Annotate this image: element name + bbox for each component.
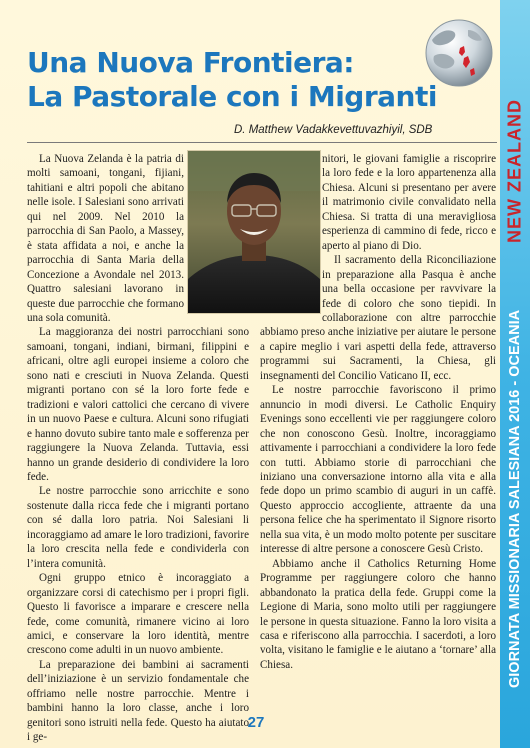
globe-oceania-icon: [424, 18, 494, 88]
paragraph: Abbiamo anche il Catholics Returning Home Programme per raggiungere coloro che hanno abbandonato la pratica della fede. Gruppi come la Legione di Maria, sono molto utili per raggiungere le persone in questa situazione. Fanno la loro visita a casa e riferiscono alla parrocchia. I sacerdoti, a loro volta, visitano le famiglie e le aiutano a ‘tornare’ alla Chiesa.: [260, 557, 496, 671]
side-band-event: GIORNATA MISSIONARIA SALESIANA 2016 - OCEANIA: [507, 309, 523, 689]
paragraph: Ogni gruppo etnico è incoraggiato a organizzare corsi di catechismo per i propri figli. Questo li favorisce a imparare e crescere nella fede, come comunità, rimanere vicino ai loro amici, e conservare la loro identità, mentre crescono come adulti in un nuovo ambiente.: [27, 572, 249, 657]
paragraph: Le nostre parrocchie sono arricchite e sono sostenute dalla ricca fede che i migranti portano con sé dalla loro patria. Noi Salesiani li incoraggiamo ad amare le loro tradizioni, favorire la loro crescita nella fede e condividerla con l’intera comunità.: [27, 485, 249, 570]
article-title: [27, 46, 437, 114]
paragraph: La preparazione dei bambini ai sacramenti dell’iniziazione è un servizio fondamentale che offriamo nelle nostre parrocchie. Mentre i bambini hanno la loro classe, anche i loro genitori sono istruiti nella fede. Questo ha aiutato i ge-: [27, 658, 249, 744]
article-column-left: [27, 152, 249, 745]
title-line-2: La Pastorale con i Migranti: [27, 80, 437, 113]
paragraph: nitori, le giovani famiglie a riscoprire la loro fede e la loro appartenenza alla Chiesa. Alcuni si presentano per avere il matrimonio civile convalidato nella Chiesa. Si tratta di una meravigliosa esperienza di cammino di fede, ricco e aperto al piano di Dio.: [322, 153, 496, 252]
article-column-right: [260, 152, 496, 672]
paragraph: Il sacramento della Riconciliazione in preparazione alla Pasqua è anche una bella occasione per ravvivare la fede di coloro che sono tiepidi. In collaborazione con altre parrocchie abbiamo preso anche iniziative per aiutare le persone a capire meglio i vari aspetti della fede, attraverso programmi sui Sacramenti, la Chiesa, gli insegnamenti del Concilio Vaticano II, ecc.: [260, 254, 496, 382]
author-byline: D. Matthew Vadakkevettuvazhiyil, SDB: [234, 124, 433, 136]
paragraph: La maggioranza dei nostri parrocchiani sono samoani, tongani, indiani, birmani, filippini e africani, oltre agli europei insieme a coloro che sono nati e cresciuti in Nuova Zelanda. Questi migranti portano con sé la loro forte fede e tradizioni e valori cattolici che cercano di vivere in un nuovo Paese e cultura. Alcuni sono rifugiati e hanno dovuto subire tanto male e sofferenza per raggiungere la Nuova Zelanda. Tuttavia, essi hanno un grande desiderio di condividere la loro fede.: [27, 326, 249, 483]
title-divider: [27, 142, 497, 143]
title-line-1: Una Nuova Frontiera:: [27, 46, 354, 79]
page-number: 27: [247, 714, 265, 731]
paragraph: Le nostre parrocchie favoriscono il primo annuncio in modi diversi. Le Catholic Enquiry Evenings sono eccellenti vie per raggiungere coloro che non conoscono Gesù. Inoltre, incoraggiamo attivamente i parrocchiani a condividere la loro fede con tutti. Abbiamo storie di parrocchiani che iniziano una conversazione intorno alla vita e alla fede dopo un primo scambio di auguri in un caffè. Questo approccio accogliente, attraente da una persona felice che ha sperimentato il Signore risorto nella sua vita, è un modo molto potente per suscitare interesse di altre persone a conoscere Gesù Cristo.: [260, 384, 496, 556]
side-band-country: NEW ZEALAND: [504, 99, 525, 243]
paragraph: La Nuova Zelanda è la patria di molti samoani, tongani, fijiani, tahitiani e altri popoli che abitano nelle isole. I Salesiani sono arrivati qui nel 2009. Nel 2010 la parrocchia di San Paolo, a Massey, è stata affidata a noi, e anche la parrocchia di Santa Maria della Concezione a Avondale nel 2013. Quattro salesiani lavorano in queste due parrocchie che formano una sola comunità.: [27, 153, 184, 324]
